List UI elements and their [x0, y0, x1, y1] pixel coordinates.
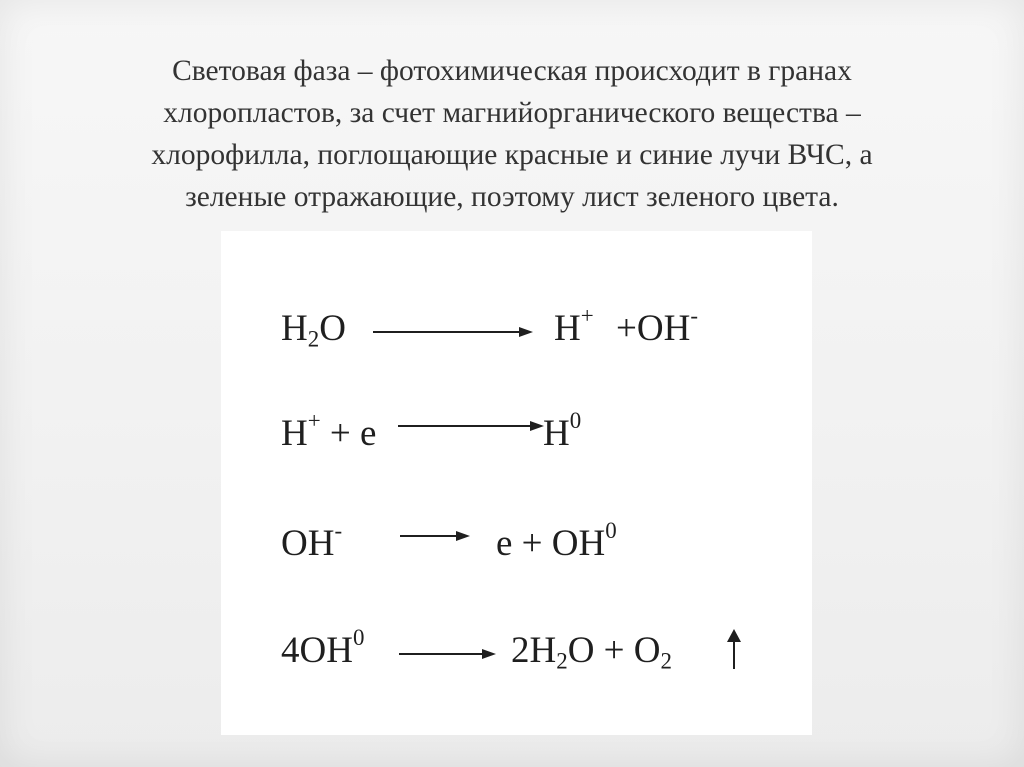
eq3-product-superscript: 0 [605, 517, 617, 543]
eq4-reactant-symbol: 4OH [281, 630, 353, 671]
eq1-reactant-tail: O [319, 308, 346, 349]
eq3-reactant-superscript: - [334, 517, 343, 543]
gas-release-up-arrow-icon [727, 629, 741, 669]
eq3-arrow [400, 531, 470, 541]
eq1-reactant-subscript: 2 [307, 326, 320, 352]
eq1-product-2 [616, 302, 698, 350]
eq1-arrow [373, 327, 533, 337]
eq4-product-symbol: 2H [511, 630, 557, 671]
caption-line-2: хлоропластов, за счет магнийорганического вещества – [163, 97, 861, 129]
eq1-product-1-symbol: H [554, 308, 581, 349]
eq1-product-1-superscript: + [580, 302, 594, 328]
eq3-reactant-symbol: OH [281, 523, 335, 564]
eq1-product-2-superscript: - [690, 302, 698, 328]
eq4-product [511, 629, 672, 672]
eq2-reactant-superscript: + [307, 407, 321, 433]
eq4-product-subscript: 2 [556, 648, 568, 674]
eq4-product-mid: O + O [567, 630, 661, 671]
slide-caption [60, 50, 964, 218]
eq2-arrow [398, 421, 544, 431]
eq2-product-superscript: 0 [569, 407, 582, 433]
eq2-product [543, 407, 582, 455]
equations-block [221, 231, 812, 735]
eq2-reactant-symbol: H [281, 413, 308, 454]
caption-line-3: хлорофилла, поглощающие красные и синие лучи ВЧС, а [151, 139, 873, 171]
eq2-product-symbol: H [543, 413, 570, 454]
eq4-product-subscript-2: 2 [660, 648, 672, 674]
caption-line-4: зеленые отражающие, поэтому лист зеленого цвета. [185, 181, 839, 213]
eq2-reactant [281, 407, 377, 455]
eq4-reactant [281, 624, 365, 672]
eq1-reactant [281, 307, 346, 350]
eq4-reactant-superscript: 0 [352, 624, 365, 650]
eq1-reactant-symbol: H [281, 308, 308, 349]
eq1-product-1 [554, 302, 594, 350]
equations-figure [221, 231, 812, 735]
eq3-product [496, 517, 617, 565]
eq3-product-symbol: e + OH [496, 523, 606, 564]
eq3-reactant [281, 517, 343, 565]
caption-line-1: Световая фаза – фотохимическая происходит в гранах [172, 55, 852, 87]
eq1-product-2-symbol: +OH [616, 308, 691, 349]
eq2-reactant-tail: + e [320, 413, 377, 454]
eq4-arrow [399, 649, 496, 659]
